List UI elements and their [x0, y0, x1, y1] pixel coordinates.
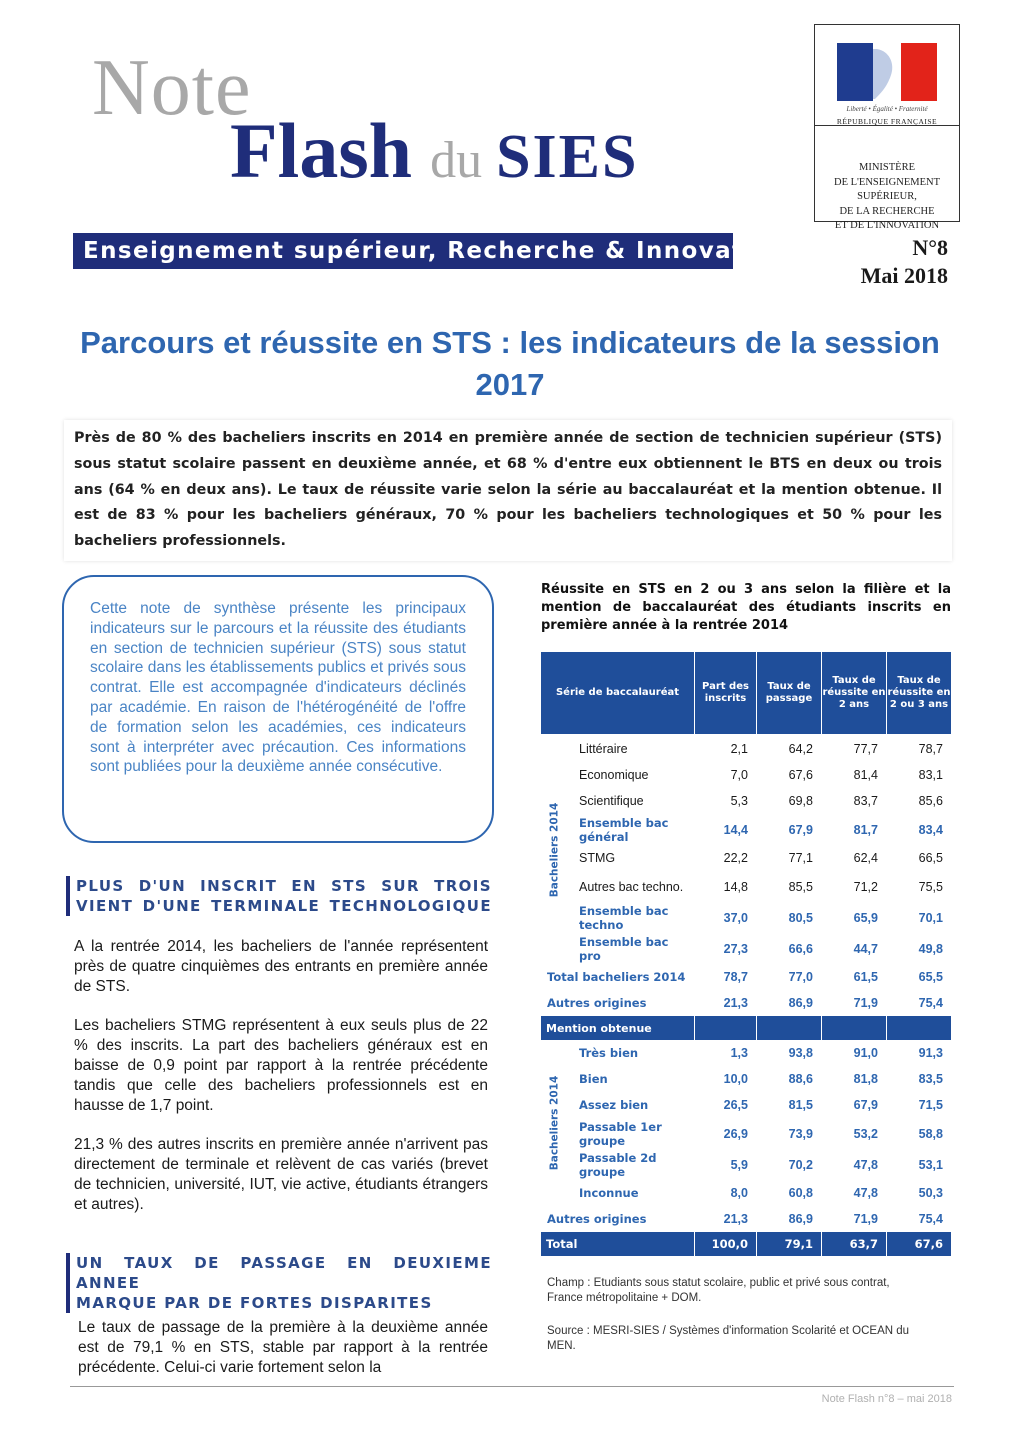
paragraph: Le taux de passage de la première à la deuxième année est de 79,1 % en STS, stable par rapport à la rentrée précédente. Celui-ci varie fortement selon la: [78, 1319, 488, 1376]
issue-number: N°8: [912, 235, 948, 260]
issue-info: [861, 234, 948, 289]
logo-divider: [815, 125, 959, 126]
header-cell: Taux de réussite en 2 ans: [821, 652, 886, 734]
header-cell: Taux de réussite en 2 ou 3 ans: [886, 652, 951, 734]
issue-date: Mai 2018: [860, 262, 948, 288]
header-cell: Taux de passage: [756, 652, 821, 734]
table-row: Bien 10,0 88,6 81,8 83,5: [579, 1072, 943, 1086]
masthead-sies: SIES: [496, 123, 639, 191]
table-scope-note: Champ : Etudiants sous statut scolaire, public et privé sous contrat, France métropolitaine + DOM.: [547, 1277, 890, 1304]
table-row-total-bac: Total bacheliers 2014 78,7 77,0 61,5 65,5: [547, 970, 943, 984]
government-logo: [814, 24, 960, 231]
header-cell: Série de baccalauréat: [555, 687, 680, 698]
abstract-box: [64, 420, 952, 561]
paragraph: A la rentrée 2014, les bacheliers de l'année représentent près de quatre cinquièmes des entrants en première année de STS.: [74, 938, 488, 995]
table-row-autres: Autres origines 21,3 86,9 71,9 75,4: [547, 1212, 943, 1226]
masthead-banner: Enseignement supérieur, Recherche & Innovation: [73, 233, 733, 269]
section-heading-1: PLUS D'UN INSCRIT EN STS SUR TROIS VIENT D'UNE TERMINALE TECHNOLOGIQUE: [66, 876, 492, 916]
group-label: Bacheliers 2014: [548, 802, 561, 898]
table-caption: Réussite en STS en 2 ou 3 ans selon la filière et la mention de baccalauréat des étudiants inscrits en première année à la rentrée 2014: [541, 582, 951, 633]
results-table: [541, 652, 951, 1256]
table-group-mention: [541, 1040, 951, 1206]
republic-motto: Liberté • Égalité • Fraternité: [846, 105, 928, 113]
table-row-total: Total 100,0 79,1 63,7 67,6: [541, 1232, 951, 1256]
marianne-flag-icon: [837, 43, 937, 101]
masthead-du: du: [430, 132, 483, 189]
masthead-note: Note: [92, 44, 252, 132]
intro-text: Cette note de synthèse présente les principaux indicateurs sur le parcours et la réussite des étudiants en section de technicien supérieur (STS) sous statut scolaire dans les établissements publics et privés sous contrat. Elle est accompagnée d'indicateurs déclinés par académie. En raison de l'hétérogénéité de l'offre de formation selon les académies, ces indicateurs sont à interpréter avec précaution. Ces informations sont publiées pour la deuxième année consécutive.: [90, 600, 466, 776]
table-row: Inconnue 8,0 60,8 47,8 50,3: [579, 1186, 943, 1200]
table-row: Littéraire 2,1 64,2 77,7 78,7: [579, 742, 943, 756]
table-row: Passable 1er groupe 26,9 73,9 53,2 58,8: [579, 1119, 943, 1148]
table-row: Très bien 1,3 93,8 91,0 91,3: [579, 1046, 943, 1060]
table-source-note: Source : MESRI-SIES / Systèmes d'information Scolarité et OCEAN du MEN.: [547, 1325, 910, 1352]
table-row: Passable 2d groupe 5,9 70,2 47,8 53,1: [579, 1150, 943, 1179]
table-row-autres: Autres origines 21,3 86,9 71,9 75,4: [547, 996, 943, 1010]
table-row: Assez bien 26,5 81,5 67,9 71,5: [579, 1098, 943, 1112]
header-cell: Part des inscrits: [694, 652, 756, 734]
page-title: Parcours et réussite en STS : les indicateurs de la session 2017: [80, 325, 940, 402]
footer-divider: [70, 1386, 954, 1387]
paragraph: 21,3 % des autres inscrits en première année n'arrivent pas directement de terminale et relèvent de cas variés (brevet de technicien, université, IUT, vie active, étudiants étrangers et autres).: [74, 1136, 488, 1213]
ministry-name: MINISTÈRE DE L'ENSEIGNEMENT SUPÉRIEUR, DE LA RECHERCHE ET DE L'INNOVATION: [834, 162, 940, 231]
republic-name: RÉPUBLIQUE FRANÇAISE: [836, 117, 938, 126]
table-row: Autres bac techno. 14,8 85,5 71,2 75,5: [579, 879, 943, 894]
table-row: Ensemble bac techno 37,0 80,5 65,9 70,1: [579, 903, 943, 932]
table-row: STMG 22,2 77,1 62,4 66,5: [579, 851, 943, 865]
masthead-title: [230, 107, 639, 194]
footer-text: Note Flash n°8 – mai 2018: [821, 1393, 952, 1405]
intro-box: [62, 575, 494, 843]
section-heading-2: UN TAUX DE PASSAGE EN DEUXIEME ANNEE MARQUE PAR DE FORTES DISPARITES: [66, 1253, 492, 1313]
table-row: Scientifique 5,3 69,8 83,7 85,6: [579, 794, 943, 808]
paragraph: Les bacheliers STMG représentent à eux seuls plus de 22 % des inscrits. La part des bacheliers généraux est en baisse de 0,9 point par rapport à la rentrée précédente tandis que celle des bacheliers professionnels est en hausse de 1,7 point.: [74, 1017, 488, 1114]
masthead-flash: Flash: [230, 107, 413, 194]
table-header: [541, 652, 951, 734]
table-group-series: [541, 736, 951, 964]
table-row: Ensemble bac général 14,4 67,9 81,7 83,4: [579, 815, 943, 844]
table-row: Economique 7,0 67,6 81,4 83,1: [579, 768, 943, 782]
mention-header-row: Mention obtenue: [541, 1016, 951, 1040]
abstract-text: Près de 80 % des bacheliers inscrits en 2014 en première année de section de technicien supérieur (STS) sous statut scolaire passent en deuxième année, et 68 % d'entre eux obtiennent le BTS en deux ou trois ans (64 % en deux ans). Le taux de réussite varie selon la série au baccalauréat et la mention obtenue. Il est de 83 % pour les bacheliers généraux, 70 % pour les bacheliers technologiques et 50 % pour les bacheliers professionnels.: [74, 430, 942, 550]
group-label: Bacheliers 2014: [548, 1075, 561, 1171]
table-row: Ensemble bac pro 27,3 66,6 44,7 49,8: [579, 934, 943, 963]
